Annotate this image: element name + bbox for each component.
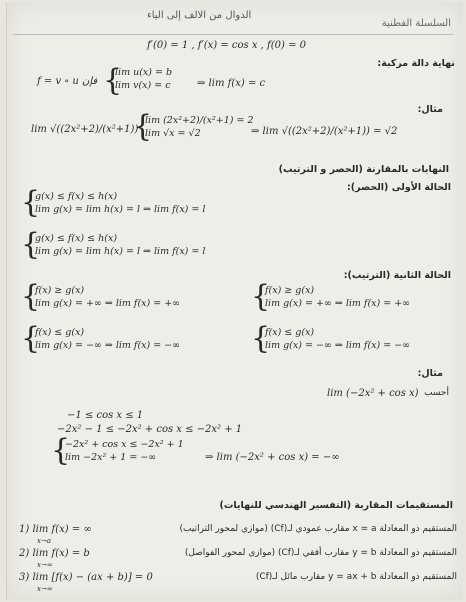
case2-a-row2: lim g(x) = +∞ ⇒ lim f(x) = +∞ [35, 298, 181, 309]
composite-rule-result: ⇒ lim f(x) = c [197, 78, 266, 89]
case1-b-row1: g(x) ≤ f(x) ≤ h(x) [35, 233, 118, 244]
asymptote-2-math: 2) lim f(x) = b [19, 548, 90, 559]
composite-example-system [145, 114, 254, 140]
case2-c-row1: f(x) ≤ g(x) [35, 327, 85, 338]
header-section: السلسلة الفطنية [381, 18, 451, 29]
composite-example-left: lim √((2x²+2)/(x²+1)) [31, 124, 139, 135]
asymptote-2-sub: x→∞ [37, 561, 53, 569]
case2-system-a [35, 284, 180, 310]
document-page [6, 2, 463, 600]
case1-a-row1: g(x) ≤ f(x) ≤ h(x) [35, 191, 118, 202]
brace: { [103, 63, 123, 98]
composite-heading: نهاية دالة مركبة: [377, 58, 455, 69]
asymptote-1-sub: x→a [37, 537, 51, 545]
case1-a-row2: lim g(x) = lim h(x) = l ⇒ lim f(x) = l [35, 204, 206, 215]
case1-b-row2: lim g(x) = lim h(x) = l ⇒ lim f(x) = l [35, 246, 206, 257]
brace: { [21, 279, 41, 314]
composite-example-case1: lim (2x²+2)/(x²+1) = 2 [145, 115, 254, 126]
example2-sys-result: ⇒ lim (−2x² + cos x) = −∞ [205, 452, 340, 463]
case2-system-c [35, 326, 180, 352]
brace: { [21, 321, 41, 356]
case2-b-row1: f(x) ≥ g(x) [265, 285, 315, 296]
example2-sys-row1: −2x² + cos x ≤ −2x² + 1 [65, 439, 184, 450]
asymptote-3-sub: x→∞ [37, 585, 53, 593]
case2-a-row1: f(x) ≥ g(x) [35, 285, 85, 296]
asymptote-2-text: المستقيم ذو المعادلة y = b مقارب أفقي لـ(Cf) (موازي لمحور الفواصل) [184, 548, 457, 558]
case1-heading: الحالة الأولى (الحصر): [346, 182, 451, 193]
case1-system-b [35, 232, 205, 258]
asymptote-3-text: المستقيم ذو المعادلة y = ax + b مقارب مائل لـ(Cf) [255, 572, 457, 582]
brace: { [251, 321, 271, 356]
header-title: الدوال من الالف إلى الياء [147, 10, 252, 21]
header-divider [13, 34, 453, 35]
example2-step2: −2x² − 1 ≤ −2x² + cos x ≤ −2x² + 1 [57, 424, 243, 435]
brace: { [51, 433, 71, 468]
case2-b-row2: lim g(x) = +∞ ⇒ lim f(x) = +∞ [265, 298, 411, 309]
composite-rule-case2: lim v(x) = c [115, 80, 171, 91]
asymptote-1-text: المستقيم ذو المعادلة x = a مقارب عمودي لـ(Cf) (موازي لمحور التراتيب) [179, 524, 457, 534]
example2-step1: −1 ≤ cos x ≤ 1 [67, 410, 144, 421]
case2-d-row2: lim g(x) = −∞ ⇒ lim f(x) = −∞ [265, 340, 411, 351]
brace: { [21, 227, 41, 262]
composite-example-case2: lim √x = √2 [145, 128, 201, 139]
case2-system-b [265, 284, 410, 310]
case2-system-d [265, 326, 410, 352]
composite-rule-system [115, 66, 172, 92]
comparison-heading: النهايات بالمقارنة (الحصر و الترتيب) [278, 164, 449, 175]
composite-example-label: مثال: [417, 104, 443, 115]
asymptote-1-math: 1) lim f(x) = ∞ [19, 524, 92, 535]
composite-rule-left: f = v ∘ u فإن [37, 76, 98, 87]
asymptotes-heading: المستقيمات المقاربة (التفسير الهندسي للنهايات) [219, 500, 453, 511]
brace: { [21, 185, 41, 220]
page-header [7, 4, 463, 38]
asymptote-3-math: 3) lim [f(x) − (ax + b)] = 0 [19, 572, 153, 583]
example2-sys-row2: lim −2x² + 1 = −∞ [65, 452, 157, 463]
example2-expression: lim (−2x² + cos x) [327, 388, 419, 399]
example2-system [65, 438, 184, 464]
brace: { [251, 279, 271, 314]
composite-example-result: ⇒ lim √((2x²+2)/(x²+1)) = √2 [251, 126, 398, 137]
example2-label: مثال: [417, 368, 443, 379]
brace: { [133, 109, 153, 144]
case1-system-a [35, 190, 205, 216]
composite-rule-case1: lim u(x) = b [115, 67, 173, 78]
case2-heading: الحالة الثانية (الترتيب): [343, 270, 451, 281]
example2-calc-label: أحسب [424, 388, 449, 398]
top-derivative-line: f′(0) = 1 , f′(x) = cos x , f(0) = 0 [147, 40, 306, 51]
case2-c-row2: lim g(x) = −∞ ⇒ lim f(x) = −∞ [35, 340, 181, 351]
case2-d-row1: f(x) ≤ g(x) [265, 327, 315, 338]
